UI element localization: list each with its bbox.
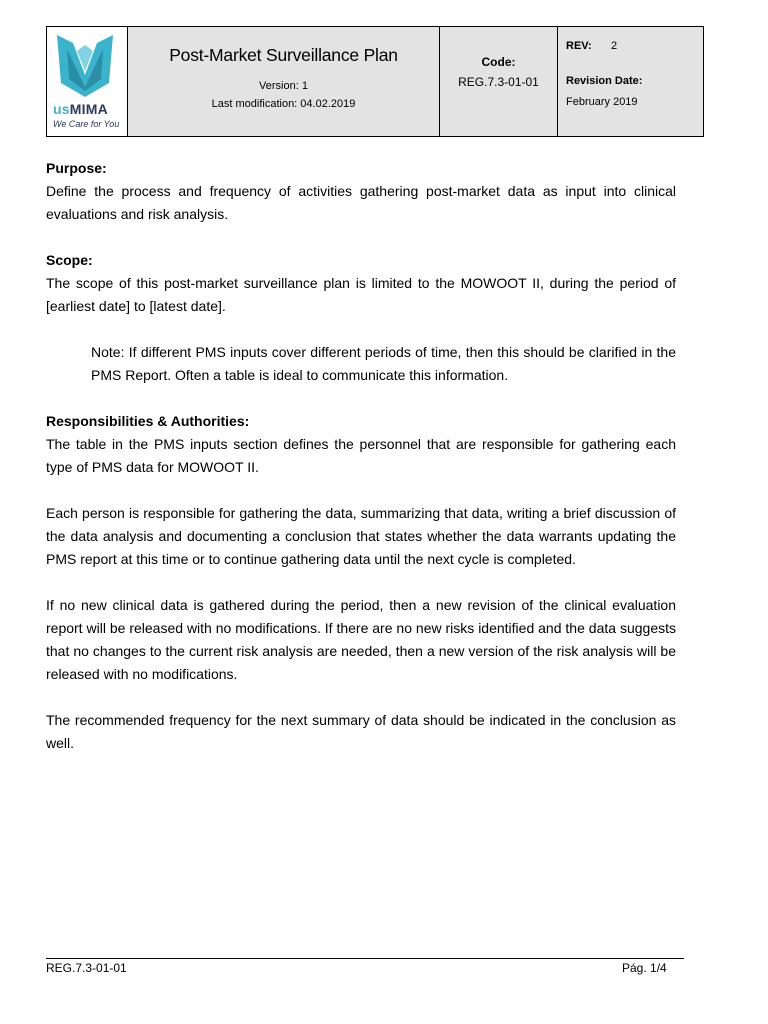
logo-cell [47,27,128,137]
footer-divider [46,958,684,959]
responsibilities-text-3: If no new clinical data is gathered during the period, then a new revision of the clinical evaluation report will be released with no modifications. If there are no new risks identified and the data suggests that no changes to the current risk analysis are needed, then a new version of the risk analysis will be released with no modifications. [46,597,676,682]
company-logo [53,31,121,135]
logo-tagline: We Care for You [53,119,120,129]
document-body [46,157,676,778]
responsibilities-text-2: Each person is responsible for gathering the data, summarizing that data, writing a brief discussion of the data analysis and documenting a conclusion that states whether the data warrants updating the PMS report at this time or to continue gathering data until the next cycle is completed. [46,505,676,567]
document-header [46,26,704,137]
footer-page-number: Pág. 1/4 [622,961,667,975]
code-value: REG.7.3-01-01 [458,75,539,89]
revision-cell [558,27,704,137]
scope-heading: Scope: [46,252,93,268]
footer-document-code: REG.7.3-01-01 [46,961,127,975]
scope-text: The scope of this post-market surveillance plan is limited to the MOWOOT II, during the period of [earliest date] to [latest date]. [46,275,676,314]
responsibilities-text-4: The recommended frequency for the next summary of data should be indicated in the conclusion as well. [46,712,676,751]
rev-value: 2 [611,40,618,52]
responsibilities-heading: Responsibilities & Authorities: [46,413,250,429]
purpose-heading: Purpose: [46,160,107,176]
code-label: Code: [481,55,516,69]
purpose-text: Define the process and frequency of activities gathering post-market data as input into clinical evaluations and risk analysis. [46,183,676,222]
logo-v-icon [53,31,117,99]
last-modification: Last modification: 04.02.2019 [211,98,356,110]
logo-wordmark: usMIMA [53,101,108,117]
document-version: Version: 1 [259,80,308,92]
rev-label: REV: [566,40,592,52]
revision-date-label: Revision Date: [566,75,643,87]
revision-date-value: February 2019 [566,96,638,108]
code-cell [440,27,558,137]
scope-note: Note: If different PMS inputs cover different periods of time, then this should be clarified in the PMS Report. Often a table is ideal to communicate this information. [91,344,676,383]
responsibilities-text-1: The table in the PMS inputs section defines the personnel that are responsible for gathering each type of PMS data for MOWOOT II. [46,436,676,475]
document-title: Post-Market Surveillance Plan [169,45,398,65]
title-cell [128,27,440,137]
